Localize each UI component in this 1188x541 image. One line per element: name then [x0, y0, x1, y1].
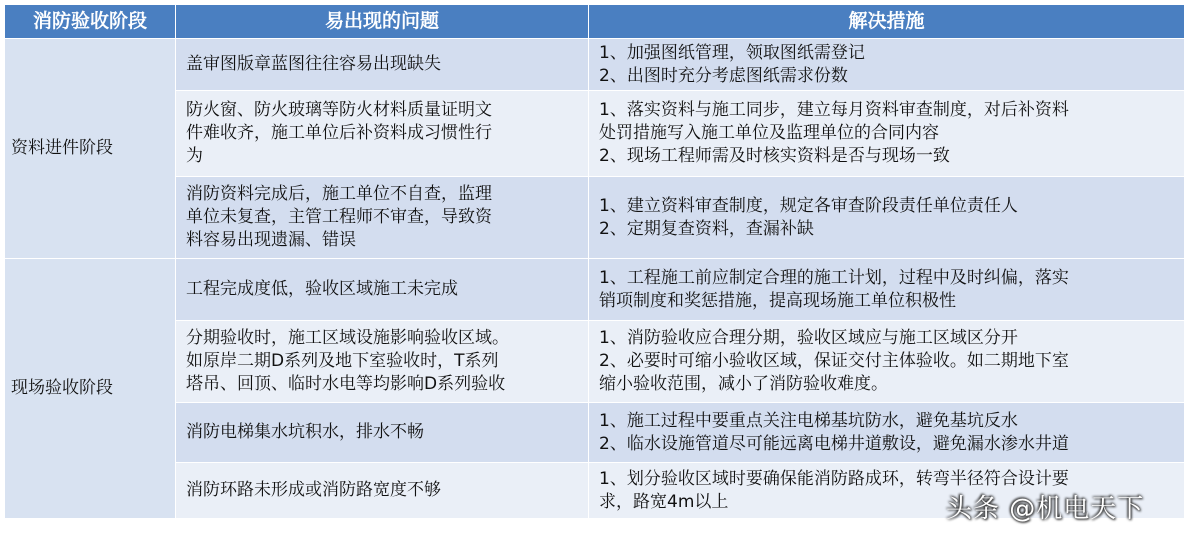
solution-line: 缩小验收范围，减小了消防验收难度。: [599, 374, 888, 394]
problem-line: 料容易出现遗漏、错误: [186, 230, 356, 250]
solution-cell: [589, 403, 1185, 463]
solution-line: 2、出图时充分考虑图纸需求份数: [599, 65, 848, 86]
solution-line: 销项制度和奖惩措施，提高现场施工单位积极性: [599, 290, 956, 311]
problem-line: 塔吊、回顶、临时水电等均影响D系列验收: [186, 374, 506, 394]
solution-line: 2、定期复查资料，查漏补缺: [599, 218, 814, 239]
table-header-row: [5, 5, 1185, 39]
table-row: [5, 177, 1185, 259]
solution-line: 1、施工过程中要重点关注电梯基坑防水，避免基坑反水: [599, 410, 1018, 431]
solution-line: 1、加强图纸管理，领取图纸需登记: [599, 42, 865, 63]
solution-line: 1、消防验收应合理分期，验收区域应与施工区域区分开: [599, 328, 1018, 348]
problem-cell: [176, 259, 589, 321]
table-row: [5, 321, 1185, 403]
header-problem: 易出现的问题: [176, 5, 589, 39]
problem-line: 防火窗、防火玻璃等防火材料质量证明文: [186, 100, 492, 120]
problem-line: 消防环路未形成或消防路宽度不够: [186, 480, 441, 500]
problem-line: 分期验收时，施工区域设施影响验收区域。: [186, 328, 509, 348]
problem-line: 盖审图版章蓝图往往容易出现缺失: [186, 54, 441, 74]
solution-cell: [589, 259, 1185, 321]
problem-cell: [176, 321, 589, 403]
solution-line: 1、划分验收区域时要确保能消防路成环，转弯半径符合设计要: [599, 468, 1069, 489]
problem-line: 单位未复查，主管工程师不审查，导致资: [186, 207, 492, 227]
fire-acceptance-table: [4, 4, 1185, 519]
solution-cell: [589, 91, 1185, 177]
problem-line: 消防电梯集水坑积水，排水不畅: [186, 422, 424, 442]
stage-cell: 现场验收阶段: [5, 259, 176, 519]
problem-cell: [176, 403, 589, 463]
table-row: [5, 403, 1185, 463]
table-row: [5, 259, 1185, 321]
problem-cell: [176, 177, 589, 259]
solution-line: 2、必要时可缩小验收区域，保证交付主体验收。如二期地下室: [599, 351, 1069, 371]
solution-cell: [589, 39, 1185, 91]
problem-line: 为: [186, 146, 203, 166]
solution-line: 1、落实资料与施工同步，建立每月资料审查制度，对后补资料: [599, 100, 1069, 120]
solution-cell: [589, 177, 1185, 259]
header-stage: 消防验收阶段: [5, 5, 176, 39]
table-row: [5, 39, 1185, 91]
problem-line: 件难收齐，施工单位后补资料成习惯性行: [186, 123, 492, 143]
solution-line: 1、工程施工前应制定合理的施工计划，过程中及时纠偏，落实: [599, 267, 1069, 288]
stage-cell: 资料进件阶段: [5, 39, 176, 259]
table-row: [5, 91, 1185, 177]
table-body: [5, 39, 1185, 519]
problem-line: 工程完成度低，验收区域施工未完成: [186, 279, 458, 299]
header-solution: 解决措施: [589, 5, 1185, 39]
problem-line: 如原岸二期D系列及地下室验收时，T系列: [186, 351, 499, 371]
watermark-text: 头条 @机电天下: [946, 494, 1145, 524]
solution-line: 2、临水设施管道尽可能远离电梯井道敷设，避免漏水渗水井道: [599, 433, 1069, 454]
solution-line: 处罚措施写入施工单位及监理单位的合同内容: [599, 123, 939, 143]
problem-cell: [176, 39, 589, 91]
solution-line: 2、现场工程师需及时核实资料是否与现场一致: [599, 146, 950, 166]
problem-cell: [176, 463, 589, 519]
solution-cell: [589, 321, 1185, 403]
solution-line: 1、建立资料审查制度，规定各审查阶段责任单位责任人: [599, 195, 1018, 216]
problem-cell: [176, 91, 589, 177]
problem-line: 消防资料完成后，施工单位不自查，监理: [186, 184, 492, 204]
solution-line: 求，路宽4m以上: [599, 491, 729, 512]
